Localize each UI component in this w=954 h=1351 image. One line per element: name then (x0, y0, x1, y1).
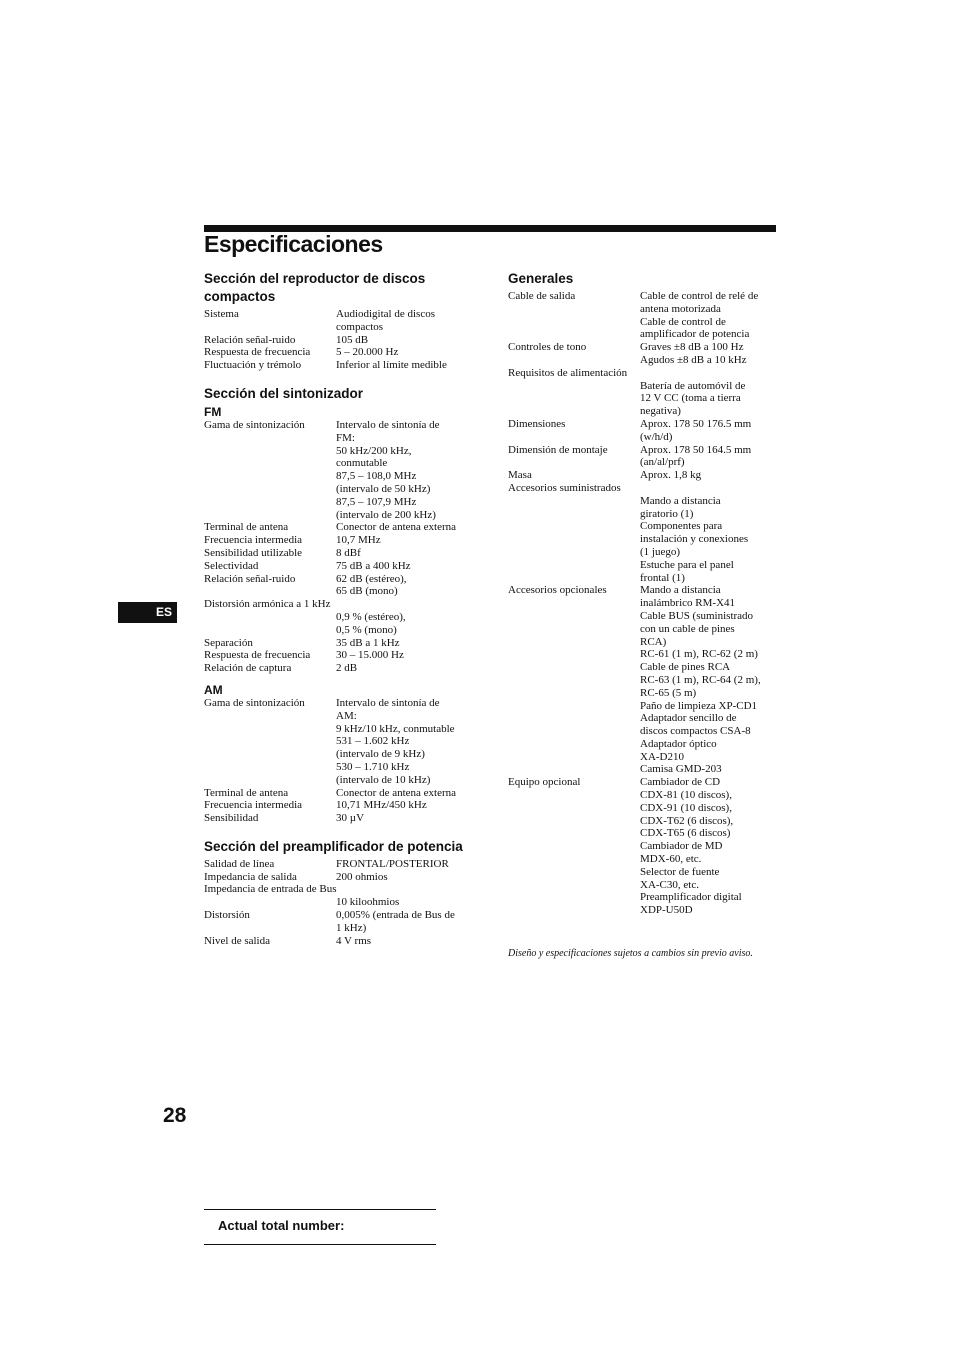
am-label: AM (204, 682, 223, 697)
spec-value: 35 dB a 1 kHz (336, 636, 400, 649)
spec-row (204, 787, 484, 800)
right-column (508, 270, 778, 930)
spec-label: Gama de sintonización (204, 418, 305, 431)
input-impedance-label: Impedancia de entrada de Bus (204, 883, 337, 896)
spec-label: Nivel de salida (204, 934, 270, 947)
power-label: Requisitos de alimentación (508, 366, 628, 379)
spec-row (508, 584, 778, 776)
spec-value: 30 µV (336, 812, 365, 825)
spec-label: Relación señal-ruido (204, 333, 296, 346)
general-heading: Generales (508, 271, 574, 286)
spec-value: Aprox. 1,8 kg (640, 469, 702, 482)
cd-heading: Sección del reproductor de discos compactos (204, 271, 426, 304)
footer-rule-bottom (204, 1244, 436, 1245)
fm-rows (204, 419, 484, 598)
spec-value: Mando a distancia inalámbrico RM-X41 Cable BUS (suministrado con un cable de pines RCA) RC-61 (1 m), RC-62 (2 m) Cable de pines RCA RC-63 (1 m), RC-64 (2 m), RC-65 (5 m) Paño de limpieza XP-CD1 Adaptador sencillo de discos compactos CSA-8 Adaptador óptico XA-D210 Camisa GMD-203 (640, 584, 761, 776)
tuner-section (204, 385, 484, 825)
spec-row (204, 359, 484, 372)
spec-row (508, 341, 778, 367)
general-rows (508, 290, 778, 367)
spec-row (204, 909, 484, 935)
spec-row (204, 521, 484, 534)
spec-value: Cable de control de relé de antena motorizada Cable de control de amplificador de potencia (640, 290, 759, 341)
spec-row (204, 858, 484, 871)
spec-value: 2 dB (336, 662, 358, 675)
spec-label: Impedancia de salida (204, 870, 297, 883)
spec-value: Cambiador de CD CDX-81 (10 discos), CDX-91 (10 discos), CDX-T62 (6 discos), CDX-T65 (6 discos) Cambiador de MD MDX-60, etc. Selector de fuente XA-C30, etc. Preamplificador digital XDP-U50D (640, 776, 742, 917)
spec-value: Inferior al límite medible (336, 359, 447, 372)
spec-row (204, 308, 484, 334)
spec-label: Frecuencia intermedia (204, 534, 303, 547)
amp-rows-2 (204, 909, 484, 947)
spec-label: Relación de captura (204, 662, 292, 675)
spec-value: 75 dB a 400 kHz (336, 559, 411, 572)
spec-row (508, 469, 778, 482)
spec-value: 8 dBf (336, 546, 361, 559)
spec-label: Controles de tono (508, 341, 587, 354)
spec-label: Dimensiones (508, 417, 566, 430)
spec-row (204, 560, 484, 573)
spec-value: Conector de antena externa (336, 786, 457, 799)
fm-label: FM (204, 404, 222, 419)
footer-label: Actual total number: (218, 1218, 345, 1233)
accessories-value: Mando a distancia giratorio (1) Componentes para instalación y conexiones (1 juego) Estuche para el panel frontal (1) (640, 494, 749, 584)
spec-label: Sensibilidad (204, 812, 259, 825)
amp-section (204, 838, 484, 948)
spec-row (508, 776, 778, 917)
spec-label: Cable de salida (508, 290, 576, 302)
spec-label: Sistema (204, 308, 239, 320)
general-section (508, 270, 778, 917)
spec-label: Terminal de antena (204, 521, 289, 534)
spec-label: Respuesta de frecuencia (204, 649, 311, 662)
disclaimer-note: Diseño y especificaciones sujetos a cambios sin previo aviso. (508, 948, 753, 959)
spec-row (204, 812, 484, 825)
spec-label: Gama de sintonización (204, 696, 305, 709)
spec-value: 62 dB (estéreo), 65 dB (mono) (336, 572, 407, 598)
spec-value: 0,005% (entrada de Bus de 1 kHz) (336, 909, 455, 934)
general-rows-3 (508, 584, 778, 917)
spec-label: Selectividad (204, 559, 259, 572)
spec-row (204, 334, 484, 347)
spec-label: Frecuencia intermedia (204, 799, 303, 812)
distortion-value: 0,9 % (estéreo), 0,5 % (mono) (336, 610, 406, 636)
spec-row (204, 573, 484, 599)
spec-label: Dimensión de montaje (508, 443, 608, 456)
spec-row (204, 799, 484, 812)
language-tab: ES (118, 602, 177, 623)
spec-row (204, 346, 484, 359)
spec-label: Distorsión (204, 909, 250, 922)
spec-row (204, 871, 484, 884)
tuner-heading: Sección del sintonizador (204, 385, 364, 401)
spec-value: 4 V rms (336, 934, 372, 947)
left-column (204, 270, 484, 960)
spec-row (204, 649, 484, 662)
page-number: 28 (163, 1104, 187, 1127)
spec-label: Respuesta de frecuencia (204, 346, 311, 359)
spec-value: 10,71 MHz/450 kHz (336, 799, 427, 812)
spec-label: Masa (508, 469, 532, 482)
spec-value: Intervalo de sintonía de AM: 9 kHz/10 kHz, conmutable 531 – 1.602 kHz (intervalo de 9 kHz) 530 – 1.710 kHz (intervalo de 10 kHz) (336, 696, 455, 786)
spec-row (508, 444, 778, 470)
spec-value: 10,7 MHz (336, 534, 381, 547)
spec-row (204, 637, 484, 650)
accessories-label: Accesorios suministrados (508, 481, 621, 494)
amp-rows (204, 858, 484, 884)
am-rows (204, 697, 484, 825)
spec-row (204, 662, 484, 675)
cd-section (204, 270, 484, 372)
fm-rows-2 (204, 637, 484, 675)
spec-value: Audiodigital de discos compactos (336, 308, 435, 333)
spec-row (508, 418, 778, 444)
spec-label: Equipo opcional (508, 776, 581, 789)
power-value: Batería de automóvil de 12 V CC (toma a tierra negativa) (640, 379, 746, 418)
spec-row (204, 419, 484, 521)
spec-value: 105 dB (336, 333, 369, 346)
spec-value: 5 – 20.000 Hz (336, 346, 399, 359)
spec-label: Terminal de antena (204, 786, 289, 799)
spec-value: FRONTAL/POSTERIOR (336, 857, 449, 870)
spec-row (508, 290, 778, 341)
spec-value: Aprox. 178 50 164.5 mm (an/al/prf) (640, 443, 752, 469)
spec-value: Graves ±8 dB a 100 Hz Agudos ±8 dB a 10 kHz (640, 341, 747, 366)
footer-rule-top (204, 1209, 436, 1210)
spec-row (204, 547, 484, 560)
spec-label: Salidad de línea (204, 857, 275, 870)
spec-value: 30 – 15.000 Hz (336, 649, 404, 662)
amp-heading: Sección del preamplificador de potencia (204, 838, 463, 854)
spec-value: Aprox. 178 50 176.5 mm (w/h/d) (640, 417, 752, 443)
spec-label: Accesorios opcionales (508, 584, 607, 597)
spec-row (204, 697, 484, 787)
spec-label: Separación (204, 636, 253, 649)
spec-row (204, 534, 484, 547)
input-impedance-value: 10 kiloohmios (336, 896, 400, 909)
distortion-label: Distorsión armónica a 1 kHz (204, 598, 331, 611)
page-title: Especificaciones (204, 231, 383, 257)
spec-label: Fluctuación y trémolo (204, 359, 302, 372)
spec-value: Conector de antena externa (336, 521, 457, 534)
spec-value: 200 ohmios (336, 870, 388, 883)
spec-row (204, 935, 484, 948)
spec-label: Relación señal-ruido (204, 572, 296, 585)
spec-label: Sensibilidad utilizable (204, 546, 303, 559)
spec-value: Intervalo de sintonía de FM: 50 kHz/200 kHz, conmutable 87,5 – 108,0 MHz (intervalo de 50 kHz) 87,5 – 107,9 MHz (intervalo de 200 kHz) (336, 418, 440, 521)
general-rows-2 (508, 418, 778, 482)
cd-rows (204, 308, 484, 372)
